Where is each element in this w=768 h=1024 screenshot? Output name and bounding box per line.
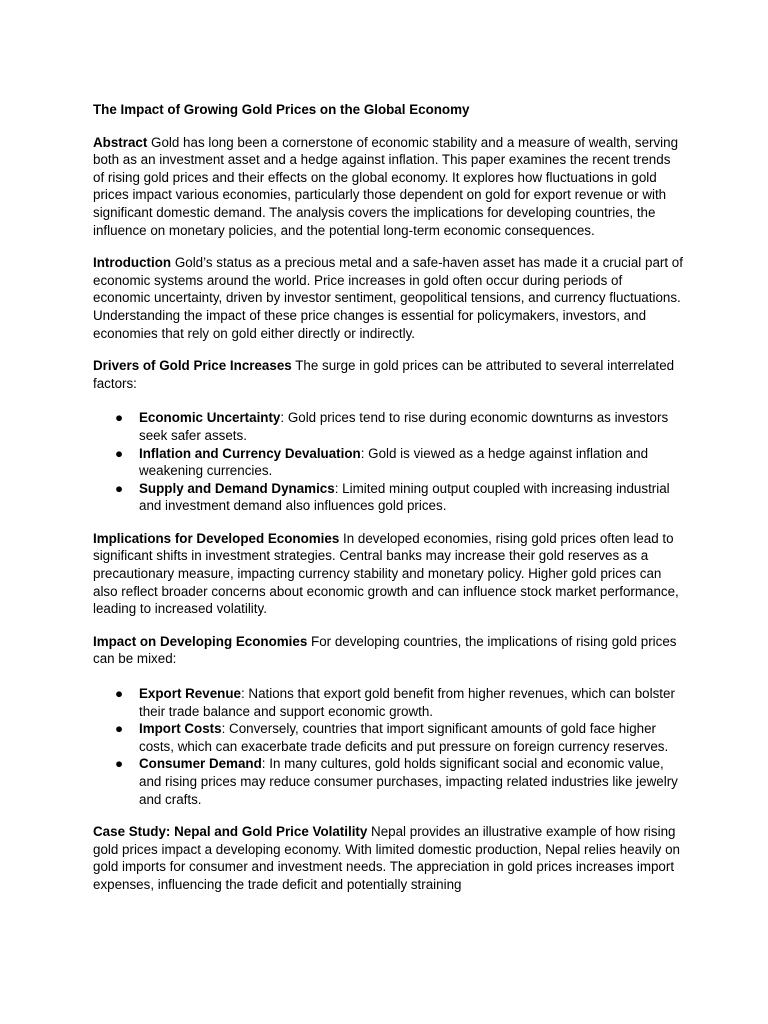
list-item-term: Consumer Demand: [139, 756, 262, 772]
document-body: [93, 101, 683, 909]
case-study-text: Nepal provides an illustrative example of how rising gold prices impact a developing economy. With limited domestic production, Nepal relies heavily on gold imports for consumer and investment needs. The appreciation in gold prices increases import expenses, influencing the trade deficit and potentially straining: [93, 824, 680, 892]
bullet-icon: ●: [115, 445, 124, 461]
list-item: [93, 480, 683, 515]
abstract-paragraph: [93, 134, 683, 240]
developed-text: In developed economies, rising gold prices often lead to significant shifts in investment strategies. Central banks may increase their gold reserves as a precautionary measure, impacting currency stability and monetary policy. Higher gold prices can also reflect broader concerns about economic growth and can influence stock market performance, leading to increased volatility.: [93, 530, 679, 617]
list-item: [93, 409, 683, 444]
introduction-heading: Introduction: [93, 255, 172, 271]
list-item-text: : In many cultures, gold holds significant social and economic value, and rising prices may reduce consumer purchases, impacting related industries like jewelry and crafts.: [139, 756, 678, 807]
list-item-text: : Limited mining output coupled with increasing industrial and investment demand also influences gold prices.: [139, 480, 670, 514]
list-item-term: Export Revenue: [139, 686, 241, 702]
bullet-icon: ●: [115, 686, 124, 702]
list-item-text: : Gold prices tend to rise during economic downturns as investors seek safer assets.: [139, 410, 669, 443]
introduction-text: Gold’s status as a precious metal and a safe-haven asset has made it a crucial part of economic systems around the world. Price increases in gold often occur during periods of economic uncertainty, driven by investor sentiment, geopolitical tensions, and currency fluctuations. Understanding the impact of these price changes is essential for policymakers, investors, and economies that rely on gold either directly or indirectly.: [93, 255, 683, 341]
list-item-text: : Nations that export gold benefit from higher revenues, which can bolster their trade balance and support economic growth.: [139, 686, 675, 719]
developed-paragraph: [93, 530, 683, 618]
list-item-term: Import Costs: [139, 721, 222, 737]
introduction-paragraph: [93, 254, 683, 342]
abstract-text: Gold has long been a cornerstone of economic stability and a measure of wealth, serving both as an investment asset and a hedge against inflation. This paper examines the recent trends of rising gold prices and their effects on the global economy. It explores how fluctuations in gold prices impact various economies, particularly those dependent on gold for export revenue or with significant domestic demand. The analysis covers the implications for developing countries, the influence on monetary policies, and the potential long-term economic consequences.: [93, 134, 679, 238]
list-item-text: : Conversely, countries that import significant amounts of gold face higher costs, which can exacerbate trade deficits and put pressure on foreign currency reserves.: [139, 721, 669, 754]
drivers-text: The surge in gold prices can be attributed to several interrelated factors:: [93, 358, 675, 391]
developing-list: [93, 685, 683, 808]
document-title: The Impact of Growing Gold Prices on the Global Economy: [93, 102, 470, 117]
developing-text: For developing countries, the implications of rising gold prices can be mixed:: [93, 633, 677, 667]
list-item-text: : Gold is viewed as a hedge against inflation and weakening currencies.: [139, 445, 649, 479]
bullet-icon: ●: [115, 756, 124, 772]
list-item: [93, 755, 683, 808]
drivers-paragraph: [93, 357, 683, 392]
list-item: [93, 685, 683, 720]
developing-heading: Impact on Developing Economies: [93, 633, 308, 649]
bullet-icon: ●: [115, 721, 124, 737]
case-study-heading: Case Study: Nepal and Gold Price Volatility: [93, 824, 368, 840]
developed-heading: Implications for Developed Economies: [93, 530, 340, 546]
bullet-icon: ●: [115, 480, 124, 496]
case-study-paragraph: [93, 823, 683, 893]
list-item-term: Inflation and Currency Devaluation: [139, 445, 361, 461]
list-item: [93, 720, 683, 755]
abstract-heading: Abstract: [93, 134, 148, 150]
drivers-list: [93, 409, 683, 515]
list-item-term: Economic Uncertainty: [139, 410, 281, 426]
developing-paragraph: [93, 633, 683, 668]
list-item-term: Supply and Demand Dynamics: [139, 480, 335, 496]
list-item: [93, 445, 683, 480]
drivers-heading: Drivers of Gold Price Increases: [93, 358, 292, 374]
bullet-icon: ●: [115, 410, 124, 426]
